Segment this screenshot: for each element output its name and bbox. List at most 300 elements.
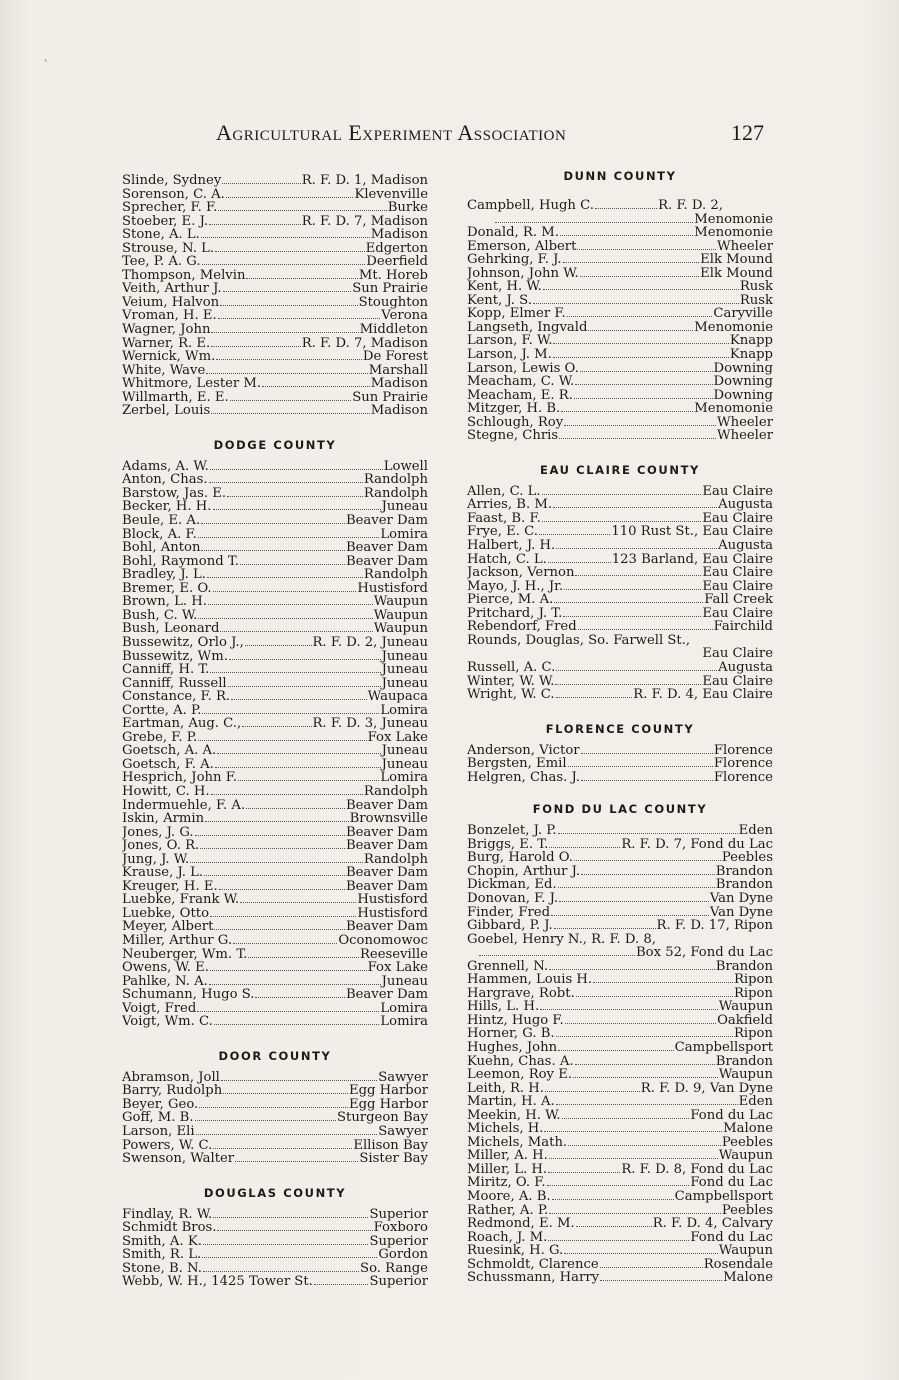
entry-place: Menomonie bbox=[694, 320, 773, 335]
entry-row bbox=[122, 758, 428, 772]
entry-name: Swenson, Walter bbox=[122, 1152, 235, 1166]
entry-row bbox=[122, 934, 428, 948]
entry-row bbox=[467, 1204, 773, 1218]
dot-leader bbox=[198, 528, 380, 538]
entry-name: Beule, E. A. bbox=[122, 514, 201, 528]
entry-place: R. F. D. 7, Fond du Lac bbox=[621, 837, 773, 852]
dot-leader bbox=[204, 866, 345, 876]
entry-name: Canniff, H. T. bbox=[122, 663, 210, 677]
entry-place: Ripon bbox=[733, 986, 773, 1001]
dot-leader bbox=[218, 309, 381, 319]
entry-name: Owens, W. E. bbox=[122, 961, 209, 975]
entry-name: Finder, Fred bbox=[467, 905, 551, 920]
dot-leader bbox=[593, 973, 733, 983]
entry-name: Pritchard, J. T. bbox=[467, 606, 563, 621]
dot-leader bbox=[196, 1125, 378, 1135]
entry-row bbox=[467, 416, 773, 430]
entry-place: Peebles bbox=[721, 1135, 773, 1150]
entry-name: Michels, Math. bbox=[467, 1135, 568, 1150]
entry-row bbox=[122, 1098, 428, 1112]
entry-row bbox=[467, 933, 773, 947]
dot-leader bbox=[539, 525, 610, 535]
dot-leader bbox=[223, 1084, 348, 1094]
entry-name: Mitzger, H. B. bbox=[467, 402, 561, 416]
entry-place: Campbellsport bbox=[674, 1190, 773, 1204]
entry-row bbox=[122, 377, 428, 391]
dot-leader bbox=[554, 593, 703, 603]
dot-leader bbox=[245, 636, 312, 646]
entry-place: Eau Claire bbox=[702, 606, 773, 621]
dot-leader bbox=[201, 541, 344, 551]
entry-row bbox=[467, 661, 773, 675]
entry-row bbox=[467, 919, 773, 933]
entry-name: Pahlke, N. A. bbox=[122, 974, 208, 989]
entry-row bbox=[467, 1231, 773, 1245]
entry-place: Oconomowoc bbox=[338, 933, 428, 948]
entry-place: Campbellsport bbox=[674, 1040, 773, 1055]
entry-name: Meacham, E. R. bbox=[467, 388, 573, 403]
entry-name: Rounds, Douglas, So. Farwell St., bbox=[467, 633, 691, 648]
entry-name: Langseth, Ingvald bbox=[467, 320, 588, 335]
entry-row bbox=[122, 650, 428, 664]
dot-leader bbox=[552, 1190, 674, 1200]
entry-name: Thompson, Melvin bbox=[122, 268, 246, 283]
dot-leader bbox=[202, 255, 366, 265]
entry-row bbox=[467, 865, 773, 879]
entry-name: Adams, A. W. bbox=[122, 459, 209, 474]
entry-place: R. F. D. 7, Madison bbox=[301, 336, 428, 351]
entry-row bbox=[122, 622, 428, 636]
entry-name: Larson, J. M. bbox=[467, 348, 552, 362]
dot-leader bbox=[555, 675, 701, 685]
dot-leader bbox=[195, 826, 345, 836]
entry-row bbox=[122, 771, 428, 785]
dot-leader bbox=[600, 1258, 703, 1268]
entry-place: Juneau bbox=[381, 649, 428, 664]
entry-name: Chopin, Arthur J. bbox=[467, 864, 581, 879]
entry-place: So. Range bbox=[360, 1261, 428, 1276]
entry-row bbox=[122, 920, 428, 934]
entry-row bbox=[122, 350, 428, 364]
dot-leader bbox=[479, 946, 635, 956]
dot-leader bbox=[558, 878, 715, 888]
dot-leader bbox=[207, 568, 363, 578]
dot-leader bbox=[215, 758, 381, 768]
entry-place: Waupun bbox=[373, 622, 428, 636]
dot-leader bbox=[231, 690, 367, 700]
dot-leader bbox=[219, 880, 345, 890]
entry-name: Becker, H. H. bbox=[122, 500, 212, 515]
entry-name: Hatch, C. L. bbox=[467, 552, 547, 567]
dunn-entry-list bbox=[467, 226, 773, 443]
entry-place: Fond du Lac bbox=[690, 1176, 773, 1190]
entry-row bbox=[467, 838, 773, 852]
entry-row bbox=[467, 525, 773, 539]
entry-row bbox=[467, 199, 773, 213]
entry-place-continuation: Eau Claire bbox=[702, 646, 773, 662]
entry-place: Stoughton bbox=[358, 295, 428, 310]
entry-row bbox=[122, 839, 428, 853]
entry-name: Bush, C. W. bbox=[122, 608, 198, 623]
entry-name: Brown, L. H. bbox=[122, 595, 207, 609]
entry-place: R. F. D. 7, Madison bbox=[301, 214, 428, 229]
entry-row bbox=[122, 242, 428, 256]
entry-place: Burke bbox=[387, 201, 428, 215]
entry-place: Randolph bbox=[363, 486, 428, 501]
dot-leader bbox=[230, 391, 352, 401]
dot-leader bbox=[209, 215, 301, 225]
dot-leader bbox=[556, 1027, 733, 1037]
entry-row bbox=[467, 906, 773, 920]
entry-place: Downing bbox=[713, 388, 773, 403]
entry-name: Schmoldt, Clarence bbox=[467, 1257, 599, 1272]
entry-place: Ripon bbox=[733, 973, 773, 987]
entry-row bbox=[467, 553, 773, 567]
entry-name: Hills, L. H. bbox=[467, 1000, 540, 1014]
entry-place: Peebles bbox=[721, 851, 773, 865]
entry-row bbox=[467, 226, 773, 240]
dot-leader bbox=[544, 1122, 722, 1132]
dot-leader bbox=[242, 717, 311, 727]
entry-row bbox=[467, 634, 773, 648]
entry-row bbox=[467, 362, 773, 376]
entry-place: Brownsville bbox=[349, 812, 428, 826]
entry-place: Waupun bbox=[718, 1244, 773, 1258]
entry-row bbox=[467, 878, 773, 892]
entry-row bbox=[122, 514, 428, 528]
dot-leader bbox=[210, 907, 356, 917]
entry-place: Juneau bbox=[381, 676, 428, 691]
entry-place: Menomonie bbox=[694, 226, 773, 240]
entry-row bbox=[467, 1068, 773, 1082]
entry-place: Knapp bbox=[729, 334, 773, 349]
entry-name: Bohl, Anton bbox=[122, 541, 201, 555]
entry-name: Michels, H. bbox=[467, 1122, 544, 1136]
entry-row bbox=[122, 636, 428, 650]
entry-place: R. F. D. 2, Juneau bbox=[312, 635, 428, 650]
dot-leader bbox=[576, 987, 733, 997]
entry-row bbox=[122, 907, 428, 921]
dot-leader bbox=[543, 280, 739, 290]
dot-leader bbox=[542, 485, 702, 495]
entry-name: Rebendorf, Fred bbox=[467, 620, 577, 634]
entry-row bbox=[467, 607, 773, 621]
entry-name: Leith, R. H. bbox=[467, 1081, 544, 1096]
entry-name: Bohl, Raymond T. bbox=[122, 554, 239, 569]
entry-place: Wheeler bbox=[717, 415, 773, 430]
dot-leader bbox=[575, 375, 712, 385]
entry-row bbox=[467, 892, 773, 906]
entry-name: Gibbard, P. J. bbox=[467, 919, 553, 933]
entry-name: Jones, J. G. bbox=[122, 825, 194, 840]
entry-place: R. F. D. 3, Juneau bbox=[312, 717, 428, 731]
dot-leader bbox=[495, 213, 693, 223]
entry-row bbox=[122, 1015, 428, 1029]
dot-leader bbox=[556, 1095, 738, 1105]
entry-place: Mt. Horeb bbox=[358, 268, 428, 283]
entry-row bbox=[122, 1221, 428, 1235]
entry-place: Superior bbox=[369, 1234, 428, 1249]
entry-name: Miller, L. H. bbox=[467, 1162, 548, 1177]
entry-place: Lomira bbox=[380, 1001, 428, 1016]
entry-name: Goebel, Henry N., R. F. D. 8, bbox=[467, 932, 657, 947]
entry-row bbox=[467, 987, 773, 1001]
entry-name: Voigt, Fred bbox=[122, 1001, 197, 1016]
entry-place: Florence bbox=[713, 743, 773, 758]
dot-leader bbox=[221, 1071, 377, 1081]
entry-name: Meacham, C. W. bbox=[467, 375, 575, 389]
entry-place: Eden bbox=[738, 1095, 773, 1109]
entry-name: Kuehn, Chas. A. bbox=[467, 1054, 574, 1069]
entry-name: Horner, G. B. bbox=[467, 1027, 555, 1041]
entry-row bbox=[122, 1139, 428, 1153]
eau-claire-entry-list-b bbox=[467, 661, 773, 702]
entry-place: Beaver Dam bbox=[345, 839, 428, 853]
entry-place: Brandon bbox=[715, 878, 773, 892]
entry-place: Fond du Lac bbox=[690, 1108, 773, 1123]
entry-row bbox=[122, 690, 428, 704]
entry-name: Barry, Rudolph bbox=[122, 1084, 223, 1098]
entry-place: Beaver Dam bbox=[345, 541, 428, 555]
margin-mark: ' bbox=[43, 58, 52, 69]
entry-row bbox=[122, 812, 428, 826]
entry-place: Brandon bbox=[715, 1054, 773, 1069]
dot-leader bbox=[208, 595, 373, 605]
entry-name: Bradley, J. L. bbox=[122, 568, 206, 582]
entry-name: Bremer, E. O. bbox=[122, 581, 212, 596]
entry-place: Beaver Dam bbox=[345, 514, 428, 528]
entry-place: Lowell bbox=[383, 459, 428, 474]
entry-place: Juneau bbox=[381, 744, 428, 758]
right-column bbox=[467, 168, 773, 1285]
entry-name: Frye, E. C. bbox=[467, 525, 538, 540]
entry-place: Rusk bbox=[739, 280, 773, 294]
entry-row bbox=[467, 348, 773, 362]
dot-leader bbox=[551, 906, 709, 916]
entry-row bbox=[122, 460, 428, 474]
running-head bbox=[216, 120, 764, 146]
entry-place: Juneau bbox=[381, 663, 428, 677]
entry-place: Lomira bbox=[380, 771, 428, 785]
entry-row bbox=[122, 1084, 428, 1098]
entry-place: R. F. D. 17, Ripon bbox=[656, 919, 773, 933]
entry-name: Bergsten, Emil bbox=[467, 757, 567, 771]
dot-leader bbox=[581, 865, 715, 875]
entry-row bbox=[467, 389, 773, 403]
entry-place: Madison bbox=[370, 404, 428, 418]
entry-name: Redmond, E. M. bbox=[467, 1217, 575, 1231]
dot-leader bbox=[559, 892, 709, 902]
dot-leader bbox=[564, 416, 716, 426]
entry-place: Beaver Dam bbox=[345, 866, 428, 880]
entry-name: Webb, W. H., 1425 Tower St. bbox=[122, 1275, 313, 1289]
dot-leader bbox=[553, 498, 717, 508]
entry-row bbox=[122, 785, 428, 799]
entry-place: Egg Harbor bbox=[348, 1097, 428, 1112]
entry-row bbox=[122, 663, 428, 677]
dot-leader bbox=[595, 199, 657, 209]
entry-row bbox=[467, 1149, 773, 1163]
entry-name: Schumann, Hugo S. bbox=[122, 988, 255, 1002]
entry-place: Lomira bbox=[380, 527, 428, 542]
dot-leader bbox=[217, 744, 380, 754]
entry-name: White, Wave bbox=[122, 363, 206, 378]
entry-place: 110 Rust St., Eau Claire bbox=[611, 525, 773, 540]
entry-row bbox=[122, 595, 428, 609]
entry-name: Goetsch, F. A. bbox=[122, 757, 214, 772]
entry-row bbox=[122, 528, 428, 542]
section-gap bbox=[122, 1166, 428, 1185]
entry-row bbox=[467, 240, 773, 254]
dot-leader bbox=[559, 429, 716, 439]
dot-leader bbox=[262, 377, 370, 387]
entry-place: Beaver Dam bbox=[345, 879, 428, 894]
entry-name: Johnson, John W. bbox=[467, 266, 579, 281]
entry-row bbox=[467, 744, 773, 758]
dot-leader bbox=[576, 1217, 652, 1227]
dot-leader bbox=[215, 242, 365, 252]
entry-place: Reeseville bbox=[359, 947, 428, 962]
entry-name: Emerson, Albert bbox=[467, 239, 577, 254]
entry-name: Hughes, John bbox=[467, 1040, 558, 1055]
entry-row bbox=[467, 498, 773, 512]
entry-row bbox=[122, 609, 428, 623]
entry-row bbox=[122, 473, 428, 487]
dot-leader bbox=[568, 1136, 721, 1146]
entry-place: Hustisford bbox=[357, 581, 428, 596]
dot-leader bbox=[198, 609, 373, 619]
dot-leader bbox=[540, 1000, 718, 1010]
entry-row bbox=[467, 851, 773, 865]
entry-place: R. F. D. 2, bbox=[658, 199, 723, 213]
dot-leader bbox=[575, 566, 701, 576]
entry-row bbox=[467, 253, 773, 267]
entry-place: Deerfield bbox=[366, 255, 428, 269]
entry-name: Winter, W. W. bbox=[467, 674, 555, 689]
entry-place: Malone bbox=[723, 1122, 773, 1136]
dot-leader bbox=[246, 799, 345, 809]
entry-place: Middleton bbox=[359, 323, 428, 337]
dunn-county-heading: DUNN COUNTY bbox=[563, 169, 677, 183]
entry-row bbox=[122, 404, 428, 418]
entry-name: Hargrave, Robt. bbox=[467, 986, 575, 1001]
entry-name: Neuberger, Wm. T. bbox=[122, 947, 248, 962]
eau-claire-entry-list-a bbox=[467, 485, 773, 634]
dot-leader bbox=[574, 851, 721, 861]
entry-row bbox=[122, 853, 428, 867]
entry-name: Martin, H. A. bbox=[467, 1095, 555, 1109]
entry-place: Rosendale bbox=[703, 1257, 773, 1272]
dot-leader bbox=[211, 404, 369, 414]
entry-name: Schussmann, Harry bbox=[467, 1271, 600, 1285]
entry-name: Barstow, Jas. E. bbox=[122, 486, 227, 501]
entry-place: Oakfield bbox=[717, 1013, 773, 1028]
dot-leader bbox=[202, 1248, 377, 1258]
entry-row bbox=[122, 487, 428, 501]
entry-place: Juneau bbox=[381, 500, 428, 515]
entry-name: Bussewitz, Wm. bbox=[122, 649, 228, 664]
entry-row bbox=[467, 307, 773, 321]
entry-place: 123 Barland, Eau Claire bbox=[611, 552, 773, 567]
entry-name: Goff, M. B. bbox=[122, 1111, 194, 1125]
entry-row bbox=[122, 677, 428, 691]
dot-leader bbox=[223, 282, 352, 292]
entry-name: Russell, A. C. bbox=[467, 660, 556, 675]
entry-row bbox=[122, 568, 428, 582]
entry-name: Voigt, Wm. C. bbox=[122, 1015, 213, 1029]
dot-leader bbox=[218, 201, 386, 211]
entry-row bbox=[122, 961, 428, 975]
dot-leader bbox=[563, 253, 699, 263]
entry-name: Stegne, Chris bbox=[467, 429, 559, 443]
entry-name: Leemon, Roy E. bbox=[467, 1068, 573, 1082]
entry-name: Kreuger, H. E. bbox=[122, 879, 218, 894]
entry-name: Krause, J. L. bbox=[122, 866, 204, 880]
entry-row bbox=[122, 282, 428, 296]
dot-leader bbox=[227, 487, 363, 497]
dot-leader bbox=[200, 839, 345, 849]
dot-leader bbox=[565, 1014, 716, 1024]
entry-row bbox=[122, 893, 428, 907]
entry-name: Eartman, Aug. C., bbox=[122, 717, 242, 731]
entry-place: Hustisford bbox=[357, 893, 428, 907]
entry-name: Block, A. F. bbox=[122, 527, 197, 542]
entry-name: Warner, R. E. bbox=[122, 336, 211, 351]
entry-row bbox=[122, 1002, 428, 1016]
dot-leader bbox=[314, 1275, 369, 1285]
entry-place: R. F. D. 1, Madison bbox=[301, 174, 428, 188]
entry-row bbox=[467, 1258, 773, 1272]
entry-name: Constance, F. R. bbox=[122, 690, 231, 704]
dot-leader bbox=[580, 267, 699, 277]
dot-leader bbox=[561, 402, 693, 412]
fond-du-lac-entry-list-a bbox=[467, 824, 773, 932]
entry-place: R. F. D. 4, Eau Claire bbox=[633, 688, 773, 702]
dot-leader bbox=[220, 622, 372, 632]
entry-name: Kent, J. S. bbox=[467, 293, 532, 308]
entry-row bbox=[467, 580, 773, 594]
entry-place: Foxboro bbox=[373, 1221, 428, 1235]
entry-row bbox=[122, 717, 428, 731]
entry-row bbox=[467, 280, 773, 294]
entry-row bbox=[122, 201, 428, 215]
entry-place: Lomira bbox=[380, 1015, 428, 1029]
dot-leader bbox=[210, 663, 380, 673]
dot-leader bbox=[553, 348, 729, 358]
dot-leader bbox=[233, 934, 337, 944]
entry-row bbox=[122, 215, 428, 229]
entry-name: Bush, Leonard bbox=[122, 622, 220, 636]
entry-name: Larson, Lewis O. bbox=[467, 361, 579, 376]
entry-row bbox=[467, 321, 773, 335]
door-entry-list bbox=[122, 1071, 428, 1166]
entry-name: Sprecher, F. F. bbox=[122, 201, 218, 215]
entry-place-continuation: Menomonie bbox=[694, 212, 773, 227]
dot-leader bbox=[240, 893, 356, 903]
entry-name: Anderson, Victor bbox=[467, 743, 580, 758]
entry-name: Grennell, N. bbox=[467, 959, 549, 974]
entry-name: Grebe, F. P. bbox=[122, 730, 198, 745]
entry-name: Meyer, Albert bbox=[122, 920, 214, 934]
entry-place: Fox Lake bbox=[367, 730, 428, 745]
entry-name: Miller, A. H. bbox=[467, 1149, 548, 1163]
dot-leader bbox=[201, 514, 345, 524]
entry-name: Strouse, N. L. bbox=[122, 241, 215, 256]
entry-place: Elk Mound bbox=[700, 253, 773, 267]
dot-leader bbox=[205, 812, 348, 822]
dodge-entry-list bbox=[122, 460, 428, 1029]
dot-leader bbox=[255, 988, 344, 998]
